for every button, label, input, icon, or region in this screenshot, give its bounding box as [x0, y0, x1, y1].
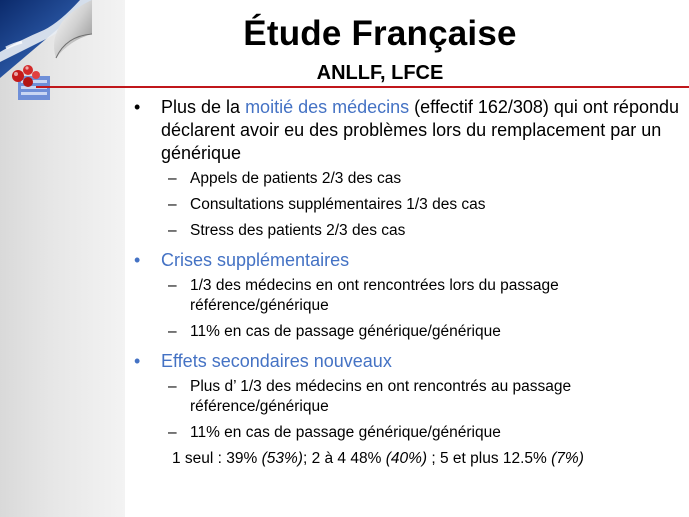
sub-bullet-text: 11% en cas de passage générique/générique	[190, 424, 501, 441]
bullet-crises	[130, 249, 685, 272]
title-underline-rule	[36, 86, 689, 88]
sub-bullet: – Consultations supplémentaires 1/3 des cas	[168, 196, 486, 213]
bullet-medecins-post: (effectif 162/308) qui ont répondu déclarent avoir eu des problèmes lors du remplacement par un générique	[161, 97, 679, 163]
note-part: 1 seul : 39%	[172, 450, 262, 467]
bullet-effets-text: Effets secondaires nouveaux	[161, 351, 392, 371]
slide-content	[130, 96, 685, 469]
sub-bullet-text: Plus d’ 1/3 des médecins en ont rencontrés au passage référence/générique	[190, 378, 572, 415]
bullet-dot: •	[134, 351, 141, 371]
sub-bullet: – Appels de patients 2/3 des cas	[168, 170, 402, 187]
stats-note	[130, 449, 685, 469]
note-part: ; 2 à 4 48%	[302, 450, 386, 467]
bullet-effets	[130, 350, 685, 373]
sub-bullet: – 1/3 des médecins en ont rencontrées lors du passage référence/générique	[168, 277, 559, 314]
sub-bullet-text: Stress des patients 2/3 des cas	[190, 222, 406, 239]
bullet-medecins-pre: Plus de la	[161, 97, 246, 117]
sub-bullet: – 11% en cas de passage générique/générique	[168, 424, 501, 441]
sub-bullet: – Plus d’ 1/3 des médecins en ont rencontrés au passage référence/générique	[168, 378, 572, 415]
sub-bullet-text: Appels de patients 2/3 des cas	[190, 170, 402, 187]
note-italic: (53%)	[261, 450, 303, 467]
page-title: Étude Française	[243, 14, 517, 53]
sub-bullet: – 11% en cas de passage générique/générique	[168, 323, 501, 340]
bullet-dot: •	[134, 250, 141, 270]
sub-bullet-text: 1/3 des médecins en ont rencontrées lors du passage référence/générique	[190, 277, 559, 314]
note-italic: (7%)	[551, 450, 584, 467]
bullet-crises-text: Crises supplémentaires	[161, 250, 350, 270]
sub-bullet-text: 11% en cas de passage générique/générique	[190, 323, 501, 340]
note-italic: (40%)	[385, 450, 428, 467]
bullet-medecins-highlight: moitié des médecins	[245, 97, 410, 117]
bullet-medecins	[130, 96, 685, 165]
bullet-dot: •	[134, 97, 141, 117]
sub-bullet-text: Consultations supplémentaires 1/3 des cas	[190, 196, 486, 213]
sub-bullet: – Stress des patients 2/3 des cas	[168, 222, 406, 239]
page-subtitle: ANLLF, LFCE	[316, 62, 444, 84]
note-part: ; 5 et plus 12.5%	[427, 450, 552, 467]
